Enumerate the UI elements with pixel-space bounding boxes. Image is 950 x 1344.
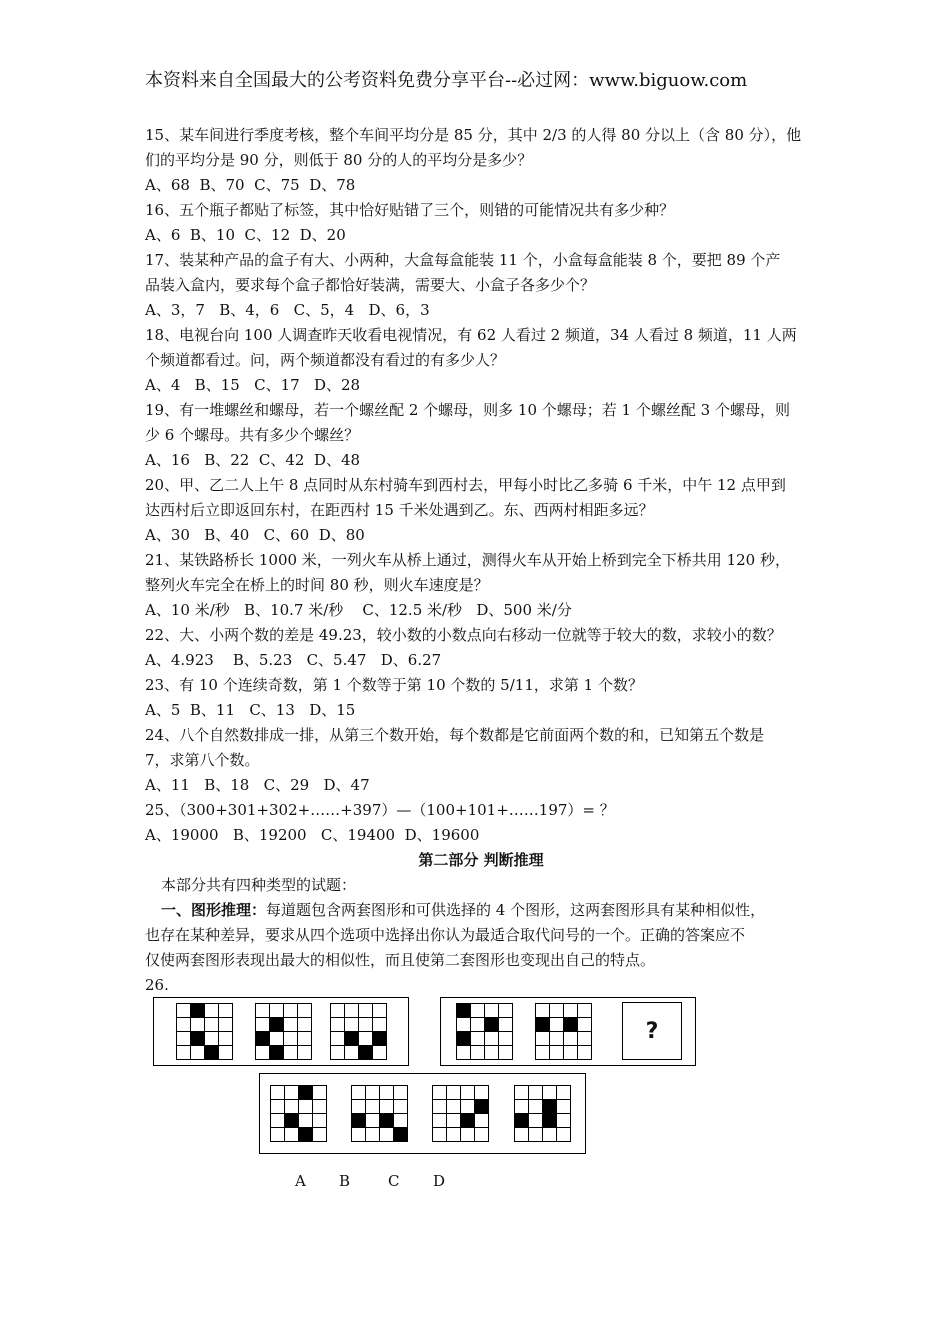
set2-figure-1 — [456, 1003, 513, 1060]
empty-cell — [298, 1032, 312, 1046]
empty-cell — [499, 1032, 513, 1046]
filled-cell — [299, 1086, 313, 1100]
empty-cell — [256, 1004, 270, 1018]
empty-cell — [191, 1046, 205, 1060]
empty-cell — [380, 1100, 394, 1114]
filled-cell — [256, 1032, 270, 1046]
filled-cell — [564, 1018, 578, 1032]
empty-cell — [461, 1128, 475, 1142]
empty-cell — [177, 1018, 191, 1032]
filled-cell — [536, 1018, 550, 1032]
empty-cell — [543, 1086, 557, 1100]
question-mark-box: ? — [622, 1002, 682, 1060]
type1-line-1 — [145, 898, 817, 923]
empty-cell — [313, 1100, 327, 1114]
empty-cell — [373, 1004, 387, 1018]
question-text-line: 18、电视台向 100 人调查昨天收看电视情况，有 62 人看过 2 频道，34 人看过 8 频道，11 人两 — [145, 326, 797, 344]
filled-cell — [543, 1114, 557, 1128]
empty-cell — [271, 1128, 285, 1142]
filled-cell — [359, 1046, 373, 1060]
empty-cell — [485, 1046, 499, 1060]
empty-cell — [373, 1046, 387, 1060]
empty-cell — [352, 1100, 366, 1114]
empty-cell — [284, 1032, 298, 1046]
question-options: A、4 B、15 C、17 D、28 — [145, 376, 361, 394]
empty-cell — [284, 1046, 298, 1060]
empty-cell — [298, 1046, 312, 1060]
empty-cell — [366, 1114, 380, 1128]
empty-cell — [557, 1086, 571, 1100]
empty-cell — [461, 1086, 475, 1100]
empty-cell — [543, 1128, 557, 1142]
empty-cell — [313, 1086, 327, 1100]
option-figure-d — [514, 1085, 571, 1142]
filled-cell — [485, 1018, 499, 1032]
question-text-line: 22、大、小两个数的差是 49.23，较小数的小数点向右移动一位就等于较大的数，求较小的数？ — [145, 626, 782, 644]
option-figure-c — [432, 1085, 489, 1142]
question-text-line: 17、装某种产品的盒子有大、小两种，大盒每盒能装 11 个，小盒每盒能装 8 个，要把 89 个产 — [145, 251, 781, 269]
empty-cell — [331, 1046, 345, 1060]
empty-cell — [191, 1018, 205, 1032]
empty-cell — [256, 1046, 270, 1060]
empty-cell — [394, 1114, 408, 1128]
empty-cell — [578, 1004, 592, 1018]
question-text-line: 整列火车完全在桥上的时间 80 秒，则火车速度是？ — [145, 576, 489, 594]
question-text-line: 们的平均分是 90 分，则低于 80 分的人的平均分是多少？ — [145, 151, 533, 169]
question-options: A、16 B、22 C、42 D、48 — [145, 451, 361, 469]
empty-cell — [284, 1004, 298, 1018]
empty-cell — [352, 1086, 366, 1100]
empty-cell — [536, 1004, 550, 1018]
filled-cell — [515, 1114, 529, 1128]
empty-cell — [331, 1004, 345, 1018]
option-label-a: A — [295, 1172, 306, 1190]
empty-cell — [564, 1032, 578, 1046]
filled-cell — [285, 1114, 299, 1128]
empty-cell — [499, 1018, 513, 1032]
filled-cell — [461, 1114, 475, 1128]
section-intro: 本部分共有四种类型的试题： — [161, 876, 357, 894]
filled-cell — [475, 1100, 489, 1114]
question-options: A、30 B、40 C、60 D、80 — [145, 526, 365, 544]
empty-cell — [475, 1128, 489, 1142]
empty-cell — [352, 1128, 366, 1142]
document-body — [145, 123, 817, 998]
empty-cell — [331, 1018, 345, 1032]
question-text-line: 16、五个瓶子都贴了标签，其中恰好贴错了三个，则错的可能情况共有多少种？ — [145, 201, 675, 219]
set1-figure-3 — [330, 1003, 387, 1060]
empty-cell — [536, 1046, 550, 1060]
empty-cell — [270, 1032, 284, 1046]
empty-cell — [219, 1046, 233, 1060]
question-text-line: 达西村后立即返回东村，在距西村 15 千米处遇到乙。东、西两村相距多远？ — [145, 501, 654, 519]
page-header: 本资料来自全国最大的公考资料免费分享平台--必过网：www.biguow.com — [145, 70, 748, 91]
empty-cell — [471, 1032, 485, 1046]
empty-cell — [219, 1004, 233, 1018]
question-options: A、19000 B、19200 C、19400 D、19600 — [145, 826, 480, 844]
empty-cell — [285, 1128, 299, 1142]
filled-cell — [373, 1032, 387, 1046]
empty-cell — [550, 1018, 564, 1032]
empty-cell — [471, 1004, 485, 1018]
option-figure-a — [270, 1085, 327, 1142]
filled-cell — [191, 1032, 205, 1046]
empty-cell — [366, 1100, 380, 1114]
empty-cell — [485, 1032, 499, 1046]
question-text-line: 品装入盒内，要求每个盒子都恰好装满，需要大、小盒子各多少个？ — [145, 276, 596, 294]
empty-cell — [433, 1128, 447, 1142]
empty-cell — [345, 1004, 359, 1018]
empty-cell — [366, 1086, 380, 1100]
empty-cell — [205, 1032, 219, 1046]
empty-cell — [471, 1046, 485, 1060]
empty-cell — [345, 1018, 359, 1032]
empty-cell — [475, 1086, 489, 1100]
question-text-line: 7，求第八个数。 — [145, 751, 260, 769]
filled-cell — [299, 1128, 313, 1142]
empty-cell — [529, 1128, 543, 1142]
empty-cell — [499, 1046, 513, 1060]
filled-cell — [352, 1114, 366, 1128]
empty-cell — [299, 1114, 313, 1128]
type1-text-1: 每道题包含两套图形和可供选择的 4 个图形，这两套图形具有某种相似性， — [266, 901, 766, 919]
empty-cell — [457, 1018, 471, 1032]
option-label-c: C — [388, 1172, 400, 1190]
filled-cell — [205, 1046, 219, 1060]
empty-cell — [270, 1004, 284, 1018]
type1-label: 一、图形推理： — [161, 901, 267, 919]
empty-cell — [271, 1086, 285, 1100]
empty-cell — [299, 1100, 313, 1114]
question-text-line: 15、某车间进行季度考核，整个车间平均分是 85 分，其中 2/3 的人得 80 分以上（含 80 分），他 — [145, 126, 802, 144]
filled-cell — [345, 1032, 359, 1046]
empty-cell — [557, 1128, 571, 1142]
empty-cell — [219, 1032, 233, 1046]
empty-cell — [529, 1086, 543, 1100]
empty-cell — [298, 1004, 312, 1018]
empty-cell — [447, 1086, 461, 1100]
question-options: A、11 B、18 C、29 D、47 — [145, 776, 370, 794]
empty-cell — [564, 1046, 578, 1060]
empty-cell — [433, 1086, 447, 1100]
empty-cell — [366, 1128, 380, 1142]
type1-line-3: 仅使两套图形表现出最大的相似性，而且使第二套图形也变现出自己的特点。 — [145, 951, 656, 969]
empty-cell — [433, 1114, 447, 1128]
empty-cell — [313, 1114, 327, 1128]
empty-cell — [433, 1100, 447, 1114]
empty-cell — [529, 1114, 543, 1128]
question-options: A、4.923 B、5.23 C、5.47 D、6.27 — [145, 651, 442, 669]
empty-cell — [177, 1004, 191, 1018]
filled-cell — [394, 1128, 408, 1142]
option-figure-b — [351, 1085, 408, 1142]
set1-figure-2 — [255, 1003, 312, 1060]
question-options: A、10 米/秒 B、10.7 米/秒 C、12.5 米/秒 D、500 米/分 — [145, 601, 572, 619]
question-options: A、68 B、70 C、75 D、78 — [145, 176, 356, 194]
empty-cell — [557, 1114, 571, 1128]
empty-cell — [271, 1100, 285, 1114]
option-label-d: D — [433, 1172, 446, 1190]
empty-cell — [359, 1018, 373, 1032]
type1-line-2: 也存在某种差异，要求从四个选项中选择出你认为最适合取代问号的一个。正确的答案应不 — [145, 926, 746, 944]
empty-cell — [485, 1004, 499, 1018]
question-options: A、3，7 B、4，6 C、5，4 D、6，3 — [145, 301, 430, 319]
empty-cell — [205, 1018, 219, 1032]
empty-cell — [359, 1004, 373, 1018]
empty-cell — [256, 1018, 270, 1032]
filled-cell — [457, 1004, 471, 1018]
empty-cell — [285, 1086, 299, 1100]
empty-cell — [578, 1018, 592, 1032]
question-text-line: 20、甲、乙二人上午 8 点同时从东村骑车到西村去，甲每小时比乙多骑 6 千米，中午 12 点甲到 — [145, 476, 786, 494]
empty-cell — [271, 1114, 285, 1128]
question-text-line: 25、（300+301+302+……+397）—（100+101+……197）= ？ — [145, 801, 615, 819]
filled-cell — [380, 1114, 394, 1128]
empty-cell — [461, 1100, 475, 1114]
empty-cell — [564, 1004, 578, 1018]
empty-cell — [550, 1032, 564, 1046]
empty-cell — [515, 1086, 529, 1100]
filled-cell — [543, 1100, 557, 1114]
empty-cell — [536, 1032, 550, 1046]
question-text-line: 23、有 10 个连续奇数，第 1 个数等于第 10 个数的 5/11，求第 1 个数？ — [145, 676, 643, 694]
question-text-line: 24、八个自然数排成一排，从第三个数开始，每个数都是它前面两个数的和，已知第五个数是 — [145, 726, 765, 744]
empty-cell — [550, 1004, 564, 1018]
empty-cell — [515, 1100, 529, 1114]
filled-cell — [270, 1018, 284, 1032]
empty-cell — [345, 1046, 359, 1060]
question-text-line: 21、某铁路桥长 1000 米，一列火车从桥上通过，测得火车从开始上桥到完全下桥共用 120 秒， — [145, 551, 790, 569]
empty-cell — [578, 1046, 592, 1060]
question-list — [145, 123, 817, 848]
set1-figure-1 — [176, 1003, 233, 1060]
empty-cell — [515, 1128, 529, 1142]
empty-cell — [331, 1032, 345, 1046]
empty-cell — [394, 1086, 408, 1100]
empty-cell — [557, 1100, 571, 1114]
empty-cell — [359, 1032, 373, 1046]
set2-figure-2 — [535, 1003, 592, 1060]
question-text-line: 少 6 个螺母。共有多少个螺丝？ — [145, 426, 360, 444]
empty-cell — [177, 1032, 191, 1046]
empty-cell — [447, 1114, 461, 1128]
empty-cell — [529, 1100, 543, 1114]
empty-cell — [380, 1086, 394, 1100]
empty-cell — [447, 1100, 461, 1114]
empty-cell — [447, 1128, 461, 1142]
question-options: A、6 B、10 C、12 D、20 — [145, 226, 346, 244]
section-title: 第二部分 判断推理 — [418, 851, 544, 869]
empty-cell — [475, 1114, 489, 1128]
empty-cell — [313, 1128, 327, 1142]
empty-cell — [457, 1046, 471, 1060]
empty-cell — [471, 1018, 485, 1032]
question-text-line: 19、有一堆螺丝和螺母，若一个螺丝配 2 个螺母，则多 10 个螺母；若 1 个螺丝配 3 个螺母，则 — [145, 401, 790, 419]
empty-cell — [578, 1032, 592, 1046]
question-26-number: 26. — [145, 976, 169, 994]
empty-cell — [550, 1046, 564, 1060]
filled-cell — [191, 1004, 205, 1018]
empty-cell — [298, 1018, 312, 1032]
empty-cell — [205, 1004, 219, 1018]
question-options: A、5 B、11 C、13 D、15 — [145, 701, 356, 719]
option-label-b: B — [339, 1172, 351, 1190]
filled-cell — [457, 1032, 471, 1046]
question-text-line: 个频道都看过。问，两个频道都没有看过的有多少人？ — [145, 351, 506, 369]
empty-cell — [177, 1046, 191, 1060]
filled-cell — [270, 1046, 284, 1060]
empty-cell — [285, 1100, 299, 1114]
empty-cell — [380, 1128, 394, 1142]
empty-cell — [284, 1018, 298, 1032]
empty-cell — [499, 1004, 513, 1018]
empty-cell — [219, 1018, 233, 1032]
empty-cell — [394, 1100, 408, 1114]
empty-cell — [373, 1018, 387, 1032]
